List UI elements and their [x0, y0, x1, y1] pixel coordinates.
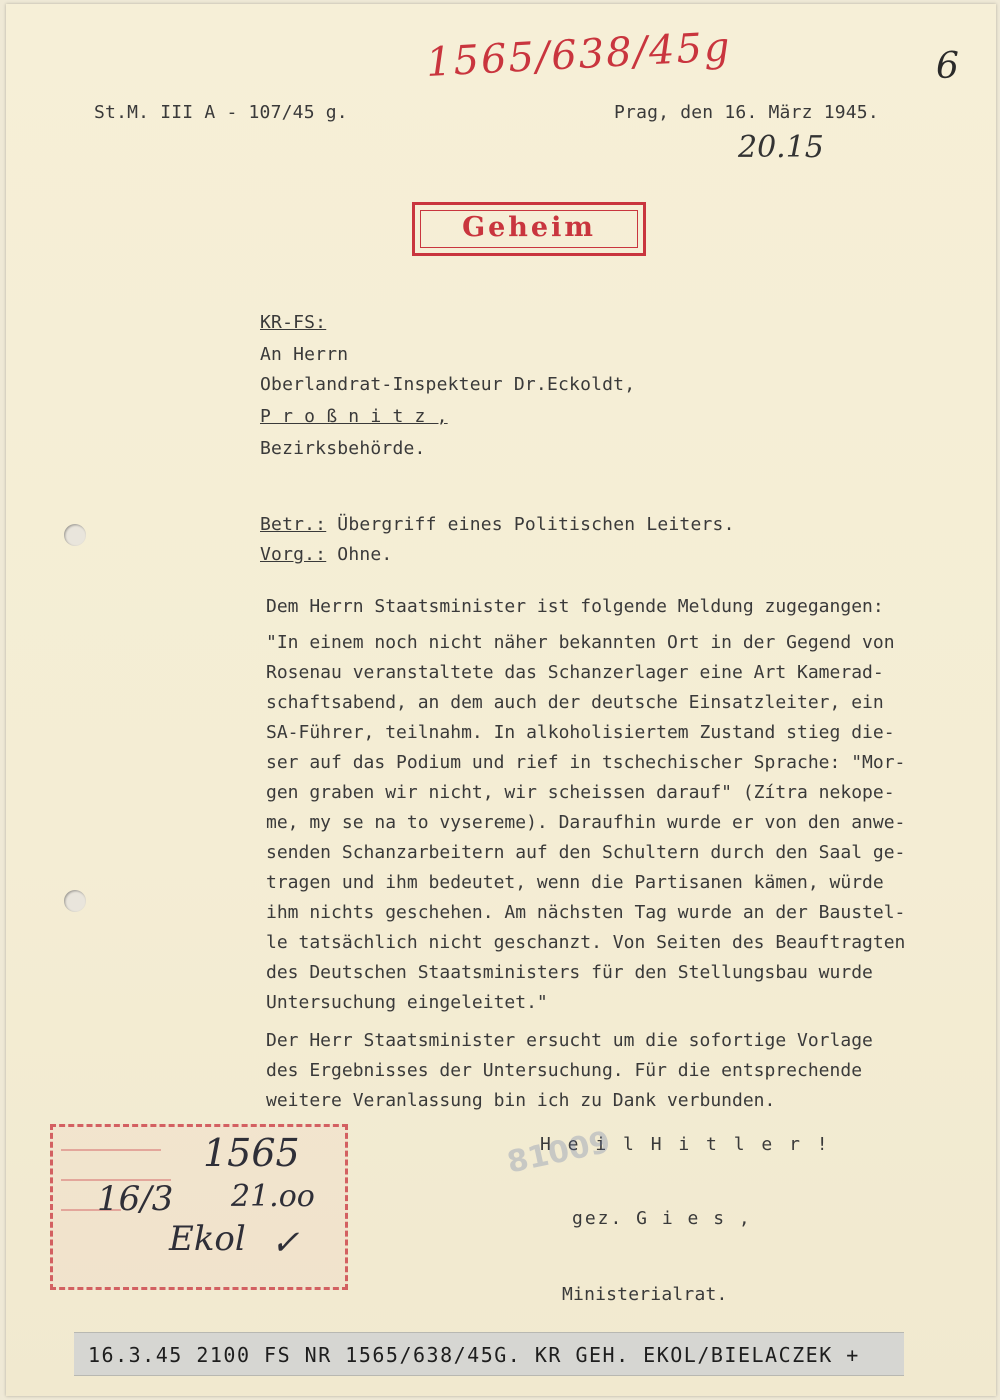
greeting: H e i l H i t l e r !	[540, 1134, 831, 1155]
geheim-stamp	[412, 202, 646, 256]
quote-line: schaftsabend, an dem auch der deutsche Einsatzleiter, ein	[266, 692, 884, 713]
quote-line: Untersuchung eingeleitet."	[266, 992, 548, 1013]
signed-by: gez. G i e s ,	[572, 1208, 752, 1229]
receipt-number: 1565	[203, 1131, 300, 1175]
betr-label: Betr.:	[260, 514, 327, 535]
place-date: Prag, den 16. März 1945.	[614, 102, 879, 123]
quote-line: tragen und ihm bedeutet, wenn die Partisanen kämen, würde	[266, 872, 884, 893]
handwritten-reference: 1565/638/45g	[425, 24, 733, 86]
closing-line: Der Herr Staatsminister ersucht um die sofortige Vorlage	[266, 1030, 873, 1051]
document-page	[6, 4, 996, 1396]
closing-line: weitere Veranlassung bin ich zu Dank verbunden.	[266, 1090, 776, 1111]
betr-text: Übergriff eines Politischen Leiters.	[337, 514, 735, 535]
quote-line: senden Schanzarbeitern auf den Schultern durch den Saal ge-	[266, 842, 906, 863]
receipt-date: 16/3	[97, 1179, 174, 1219]
channel-label: KR-FS:	[260, 312, 327, 333]
punch-hole-bottom	[64, 890, 86, 912]
teleprinter-strip	[74, 1332, 904, 1376]
handwritten-date: 20.15	[738, 130, 824, 165]
reference-prior-line	[260, 544, 392, 565]
teleprinter-text: 16.3.45 2100 FS NR 1565/638/45G. KR GEH. EKOL/BIELACZEK +	[88, 1343, 860, 1367]
addressee-name: Oberlandrat-Inspekteur Dr.Eckoldt,	[260, 374, 636, 395]
vorg-text: Ohne.	[337, 544, 393, 565]
quote-line: ser auf das Podium und rief in tschechischer Sprache: "Mor-	[266, 752, 906, 773]
quote-line: SA-Führer, teilnahm. In alkoholisiertem Zustand stieg die-	[266, 722, 895, 743]
punch-hole-top	[64, 524, 86, 546]
page-number: 6	[936, 46, 959, 87]
quote-line: ihm nichts geschehen. Am nächsten Tag wurde an der Baustel-	[266, 902, 906, 923]
quote-line: Rosenau veranstaltete das Schanzerlager eine Art Kamerad-	[266, 662, 884, 683]
addressee-office: Bezirksbehörde.	[260, 438, 426, 459]
addressee-city: P r o ß n i t z ,	[260, 406, 448, 427]
body-intro: Dem Herrn Staatsminister ist folgende Meldung zugegangen:	[266, 596, 884, 617]
subject-line	[260, 514, 735, 535]
receipt-initials: Ekol	[169, 1219, 246, 1259]
vorg-label: Vorg.:	[260, 544, 327, 565]
quote-line: le tatsächlich nicht geschanzt. Von Seiten des Beauftragten	[266, 932, 906, 953]
quote-line: gen graben wir nicht, wir scheissen darauf" (Zítra nekope-	[266, 782, 895, 803]
quote-line: me, my se na to vysereme). Daraufhin wurde er von den anwe-	[266, 812, 906, 833]
quote-line: "In einem noch nicht näher bekannten Ort in der Gegend von	[266, 632, 895, 653]
closing-line: des Ergebnisses der Untersuchung. Für die entsprechende	[266, 1060, 863, 1081]
reference-number: St.M. III A - 107/45 g.	[94, 102, 348, 123]
salutation: An Herrn	[260, 344, 349, 365]
receipt-stamp	[50, 1124, 348, 1290]
receipt-mark: ✓	[271, 1223, 300, 1263]
geheim-stamp-text: Geheim	[462, 212, 596, 243]
quote-line: des Deutschen Staatsministers für den Stellungsbau wurde	[266, 962, 873, 983]
receipt-time: 21.oo	[231, 1179, 315, 1214]
faint-blue-stamp-text: 81009	[504, 1124, 614, 1181]
signer-title: Ministerialrat.	[562, 1284, 728, 1305]
